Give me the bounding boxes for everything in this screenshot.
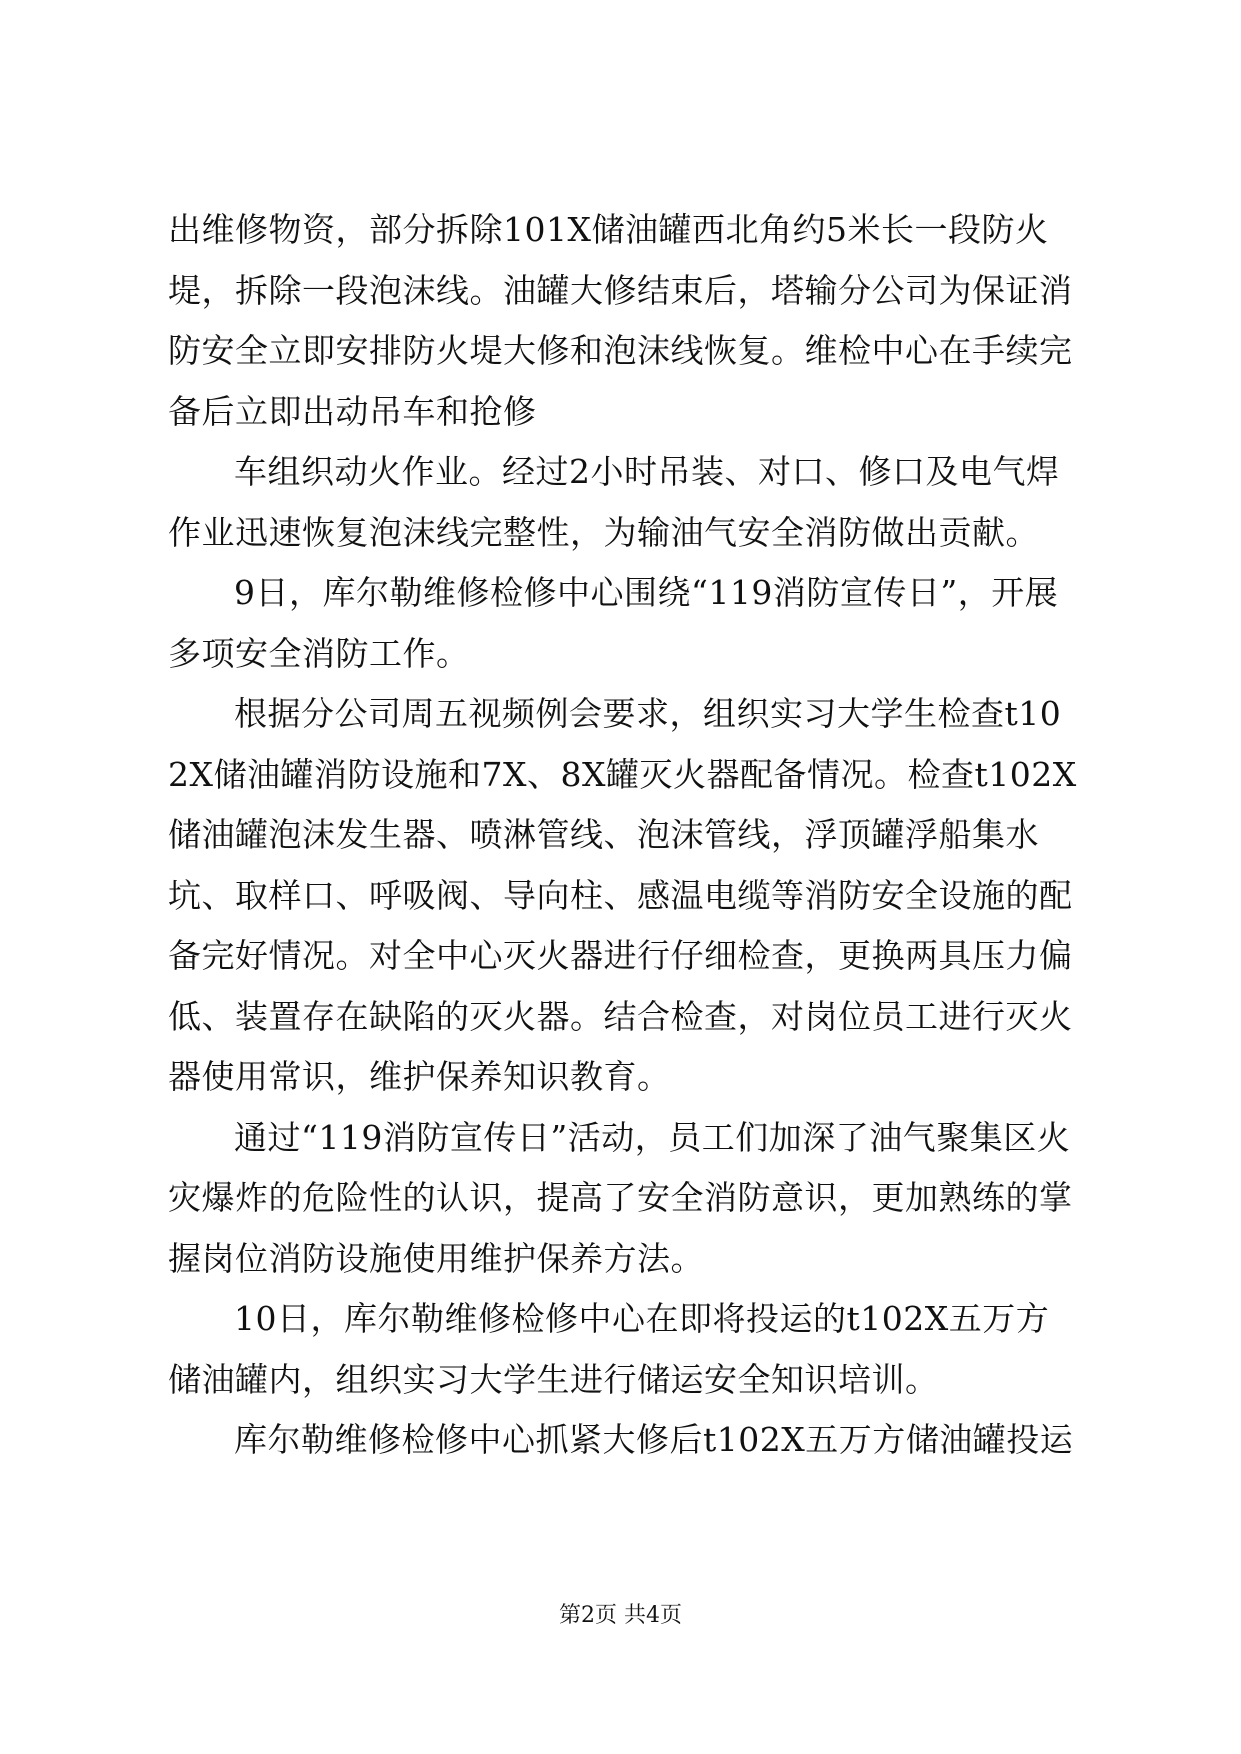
paragraph: 10日，库尔勒维修检修中心在即将投运的t102X五万方储油罐内，组织实习大学生进行储运安全知识培训。 <box>168 1299 1050 1399</box>
page-footer <box>0 1601 1241 1631</box>
paragraph: 根据分公司周五视频例会要求，组织实习大学生检查t102X储油罐消防设施和7X、8X罐灭火器配备情况。检查t102X储油罐泡沫发生器、喷淋管线、泡沫管线，浮顶罐浮船集水坑、取样口、呼吸阀、导向柱、感温电缆等消防安全设施的配备完好情况。对全中心灭火器进行仔细检查，更换两具压力偏低、装置存在缺陷的灭火器。结合检查，对岗位员工进行灭火器使用常识，维护保养知识教育。 <box>168 694 1077 1096</box>
paragraph: 库尔勒维修检修中心抓紧大修后t102X五万方储油罐投运 <box>234 1420 1074 1459</box>
paragraph: 车组织动火作业。经过2小时吊装、对口、修口及电气焊作业迅速恢复泡沫线完整性，为输油气安全消防做出贡献。 <box>168 452 1060 552</box>
paragraph: 9日，库尔勒维修检修中心围绕“119消防宣传日”，开展多项安全消防工作。 <box>168 573 1059 673</box>
paragraph-continued: 出维修物资，部分拆除101X储油罐西北角约5米长一段防火堤，拆除一段泡沫线。油罐大修结束后，塔输分公司为保证消防安全立即安排防火堤大修和泡沫线恢复。维检中心在手续完备后立即出动吊车和抢修 <box>168 210 1073 431</box>
paragraph: 通过“119消防宣传日”活动，员工们加深了油气聚集区火灾爆炸的危险性的认识，提高了安全消防意识，更加熟练的掌握岗位消防设施使用维护保养方法。 <box>168 1117 1073 1278</box>
page-number-label: 第2页 共4页 <box>559 1603 682 1628</box>
document-body <box>168 200 1078 1471</box>
